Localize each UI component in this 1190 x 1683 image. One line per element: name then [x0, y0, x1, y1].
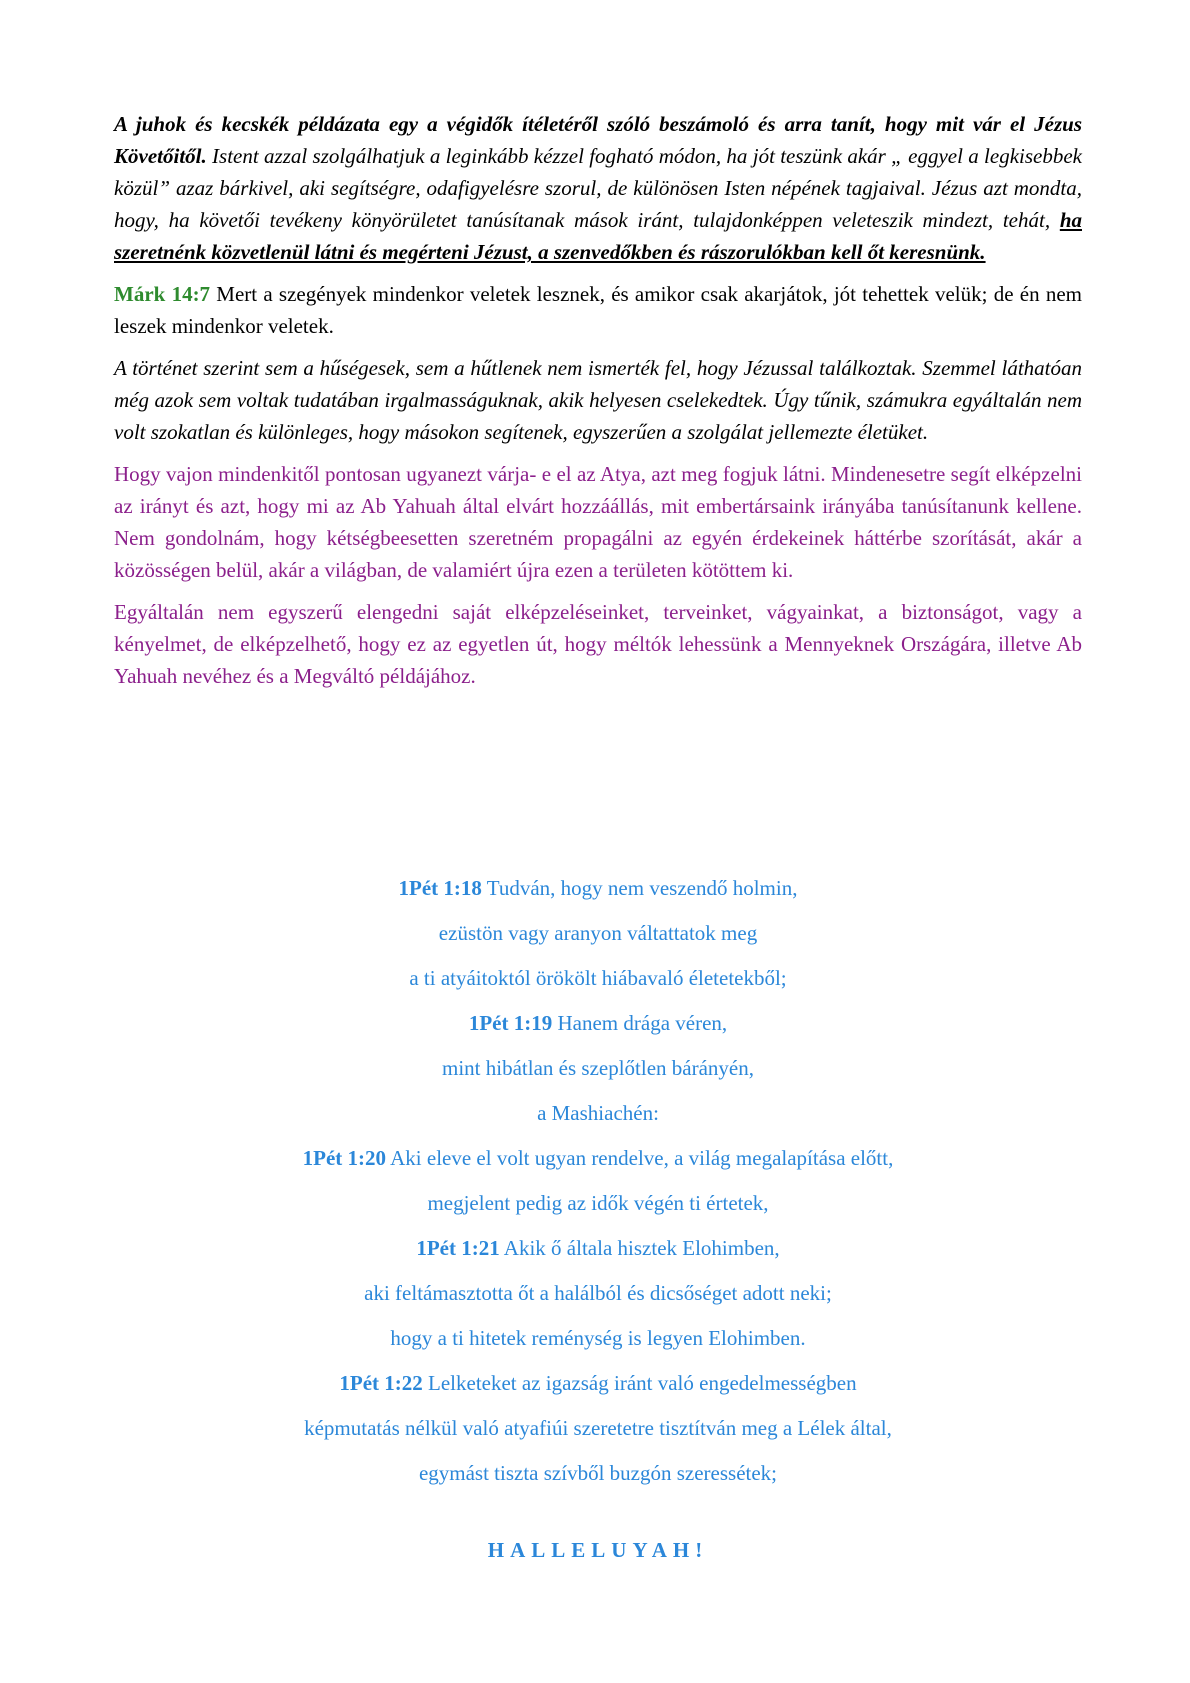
intro-underlined-text: ha szeretnénk közvetlenül látni és megérteni Jézust, a szenvedőkben és rászorulókban kell őt keresnünk.	[114, 208, 1082, 264]
poem-line	[114, 1136, 1082, 1181]
poem-line	[114, 866, 1082, 911]
poem-line	[114, 1271, 1082, 1316]
intro-bold-lead: A juhok és kecskék példázata egy a végidők ítéletéről szóló beszámoló és arra tanít, hogy mit vár el Jézus Követőitől.	[114, 112, 1082, 168]
paragraph-expectation: Hogy vajon mindenkitől pontosan ugyanezt várja- e el az Atya, azt meg fogjuk látni. Mindenesetre segít elképzelni az irányt és azt, hogy mi az Ab Yahuah által elvárt hozzáállás, mit embertársaink irányába tanúsítanunk kellene. Nem gondolnám, hogy kétségbeesetten szeretném propagálni az egyén érdekeinek háttérbe szorítását, akár a közösségen belül, akár a világban, de valamiért újra ezen a területen kötöttem ki.	[114, 462, 1082, 582]
poem-verse-reference: 1Pét 1:22	[339, 1371, 423, 1395]
poem-verse-reference: 1Pét 1:20	[302, 1146, 387, 1170]
poem-line	[114, 1226, 1082, 1271]
verse-poem	[114, 866, 1082, 1496]
poem-line	[114, 1001, 1082, 1046]
poem-line-text: aki feltámasztotta őt a halálból és dicsőséget adott neki;	[364, 1281, 832, 1305]
poem-line-text: Lelketeket az igazság iránt való engedelmességben	[422, 1371, 857, 1395]
poem-line	[114, 1181, 1082, 1226]
poem-line	[114, 911, 1082, 956]
poem-line	[114, 956, 1082, 1001]
poem-line-text: egymást tiszta szívből buzgón szeressétek;	[418, 1461, 778, 1485]
poem-line-text: Akik ő általa hisztek Elohimben,	[499, 1236, 780, 1260]
closing-halleluyah: HALLELUYAH!	[487, 1538, 709, 1562]
poem-line	[114, 1091, 1082, 1136]
poem-line	[114, 1361, 1082, 1406]
paragraph-letting-go: Egyáltalán nem egyszerű elengedni saját elképzeléseinket, terveinket, vágyainkat, a biztonságot, vagy a kényelmet, de elképzelhető, hogy ez az egyetlen út, hogy méltók lehessünk a Mennyeknek Országára, illetve Ab Yahuah nevéhez és a Megváltó példájához.	[114, 600, 1082, 688]
paragraph-intro	[114, 108, 1082, 268]
poem-line-text: Tudván, hogy nem veszendő holmin,	[481, 876, 798, 900]
poem-line-text: ezüstön vagy aranyon váltattatok meg	[438, 921, 758, 945]
intro-text: Istent azzal szolgálhatjuk a leginkább kézzel fogható módon, ha jót teszünk akár „ eggyel a legkisebbek közül” azaz bárkivel, aki segítségre, odafigyelésre szorul, de különösen Isten népének tagjaival. Jézus azt mondta, hogy, ha követői tevékeny könyörületet tanúsítanak mások iránt, tulajdonképpen veleteszik mindezt, tehát,	[114, 144, 1082, 232]
document-body	[114, 108, 1082, 702]
poem-line-text: a Mashiachén:	[537, 1101, 659, 1125]
poem-line	[114, 1316, 1082, 1361]
poem-line-text: hogy a ti hitetek reménység is legyen Elohimben.	[390, 1326, 806, 1350]
verse-reference: Márk 14:7	[114, 282, 211, 306]
poem-line-text: Hanem drága véren,	[552, 1011, 728, 1035]
poem-verse-reference: 1Pét 1:19	[468, 1011, 553, 1035]
poem-line-text: a ti atyáitoktól örökölt hiábavaló életetekből;	[409, 966, 787, 990]
poem-line	[114, 1046, 1082, 1091]
poem-verse-reference: 1Pét 1:18	[398, 876, 482, 900]
poem-line-text: képmutatás nélkül való atyafiúi szeretetre tisztítván meg a Lélek által,	[304, 1416, 892, 1440]
poem-line	[114, 1451, 1082, 1496]
poem-line-text: megjelent pedig az idők végén ti értetek,	[427, 1191, 769, 1215]
poem-verse-reference: 1Pét 1:21	[416, 1236, 500, 1260]
paragraph-mark-verse	[114, 278, 1082, 342]
poem-line-text: Aki eleve el volt ugyan rendelve, a világ megalapítása előtt,	[386, 1146, 894, 1170]
poem-line-text: mint hibátlan és szeplőtlen bárányén,	[442, 1056, 754, 1080]
paragraph-story: A történet szerint sem a hűségesek, sem a hűtlenek nem ismerték fel, hogy Jézussal találkoztak. Szemmel láthatóan még azok sem voltak tudatában irgalmasságuknak, akik helyesen cselekedtek. Úgy tűnik, számukra egyáltalán nem volt szokatlan és különleges, hogy másokon segítenek, egyszerűen a szolgálat jellemezte életüket.	[114, 356, 1082, 444]
verse-text: Mert a szegények mindenkor veletek lesznek, és amikor csak akarjátok, jót tehettek velük; de én nem leszek mindenkor veletek.	[114, 282, 1082, 338]
poem-line	[114, 1406, 1082, 1451]
